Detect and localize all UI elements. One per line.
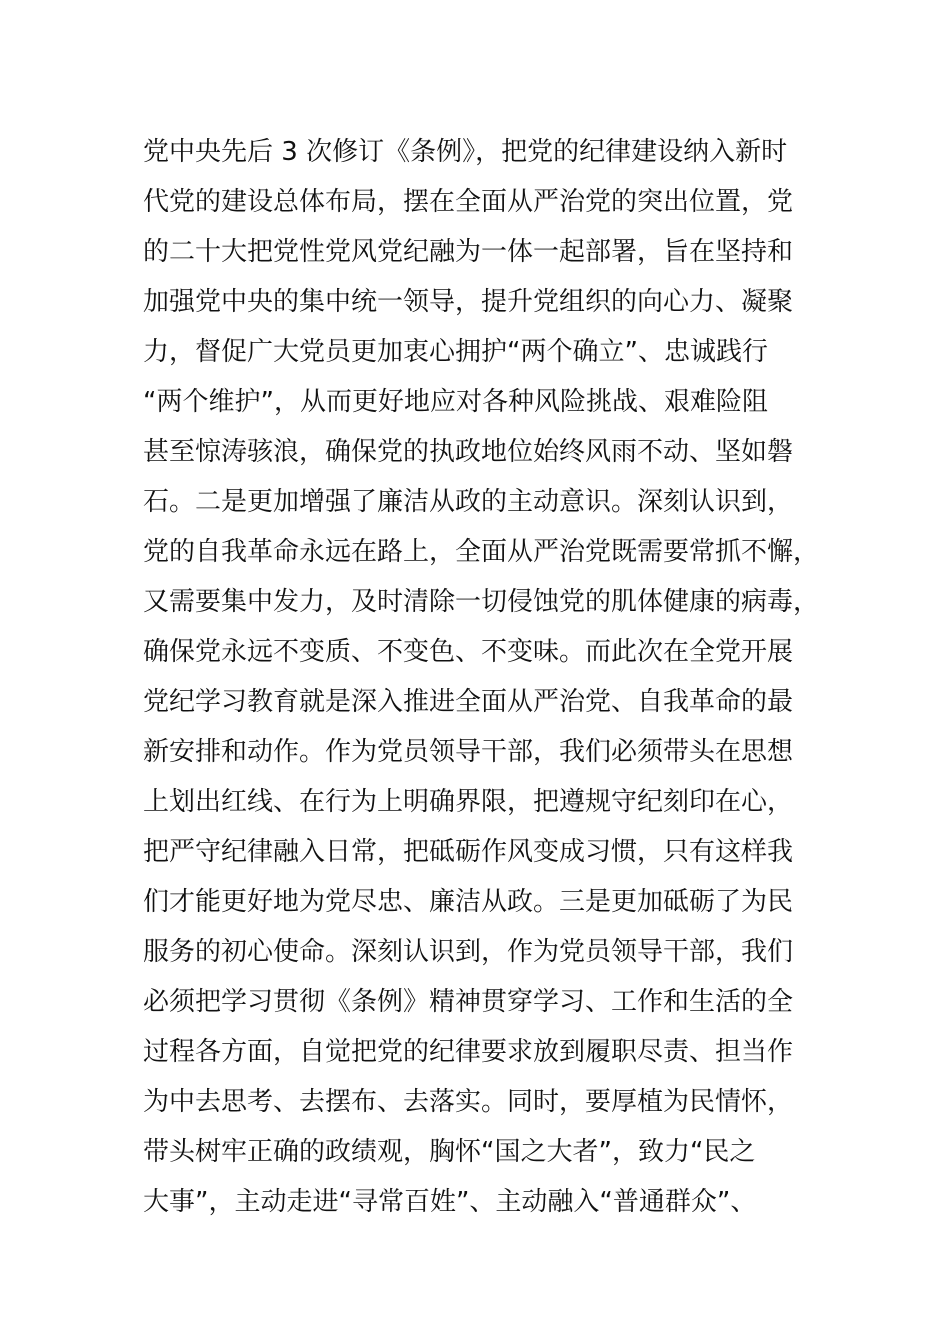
text-line: 党的自我革命永远在路上，全面从严治党既需要常抓不懈， [143, 537, 820, 567]
text-line: 必须把学习贯彻《条例》精神贯穿学习、工作和生活的全 [143, 987, 794, 1017]
text-line: 新安排和动作。作为党员领导干部，我们必须带头在思想 [143, 737, 794, 767]
text-line: 确保党永远不变质、不变色、不变味。而此次在全党开展 [143, 637, 794, 667]
text-line: 过程各方面，自觉把党的纪律要求放到履职尽责、担当作 [143, 1037, 794, 1067]
text-line: 石。二是更加增强了廉洁从政的主动意识。深刻认识到， [143, 487, 794, 517]
text-line: 服务的初心使命。深刻认识到，作为党员领导干部，我们 [143, 937, 794, 967]
text-line: 带头树牢正确的政绩观，胸怀“国之大者”，致力“民之 [143, 1137, 756, 1167]
text-line: 们才能更好地为党尽忠、廉洁从政。三是更加砥砺了为民 [143, 887, 794, 917]
text-line: 党纪学习教育就是深入推进全面从严治党、自我革命的最 [143, 687, 794, 717]
body-paragraph [143, 127, 823, 1227]
text-line: 加强党中央的集中统一领导，提升党组织的向心力、凝聚 [143, 287, 794, 317]
text-line: “两个维护”，从而更好地应对各种风险挑战、艰难险阻 [143, 387, 768, 417]
text-line: 大事”，主动走进“寻常百姓”、主动融入“普通群众”、 [143, 1187, 757, 1217]
text-line: 力，督促广大党员更加衷心拥护“两个确立”、忠诚践行 [143, 337, 768, 367]
text-line: 上划出红线、在行为上明确界限，把遵规守纪刻印在心， [143, 787, 794, 817]
text-line: 把严守纪律融入日常，把砥砺作风变成习惯，只有这样我 [143, 837, 794, 867]
text-line: 的二十大把党性党风党纪融为一体一起部署，旨在坚持和 [143, 237, 794, 267]
text-line: 党中央先后 3 次修订《条例》，把党的纪律建设纳入新时 [143, 137, 788, 167]
text-line: 为中去思考、去摆布、去落实。同时，要厚植为民情怀， [143, 1087, 794, 1117]
text-line: 甚至惊涛骇浪，确保党的执政地位始终风雨不动、坚如磐 [143, 437, 794, 467]
text-line: 又需要集中发力，及时清除一切侵蚀党的肌体健康的病毒， [143, 587, 820, 617]
text-line: 代党的建设总体布局，摆在全面从严治党的突出位置，党 [143, 187, 794, 217]
